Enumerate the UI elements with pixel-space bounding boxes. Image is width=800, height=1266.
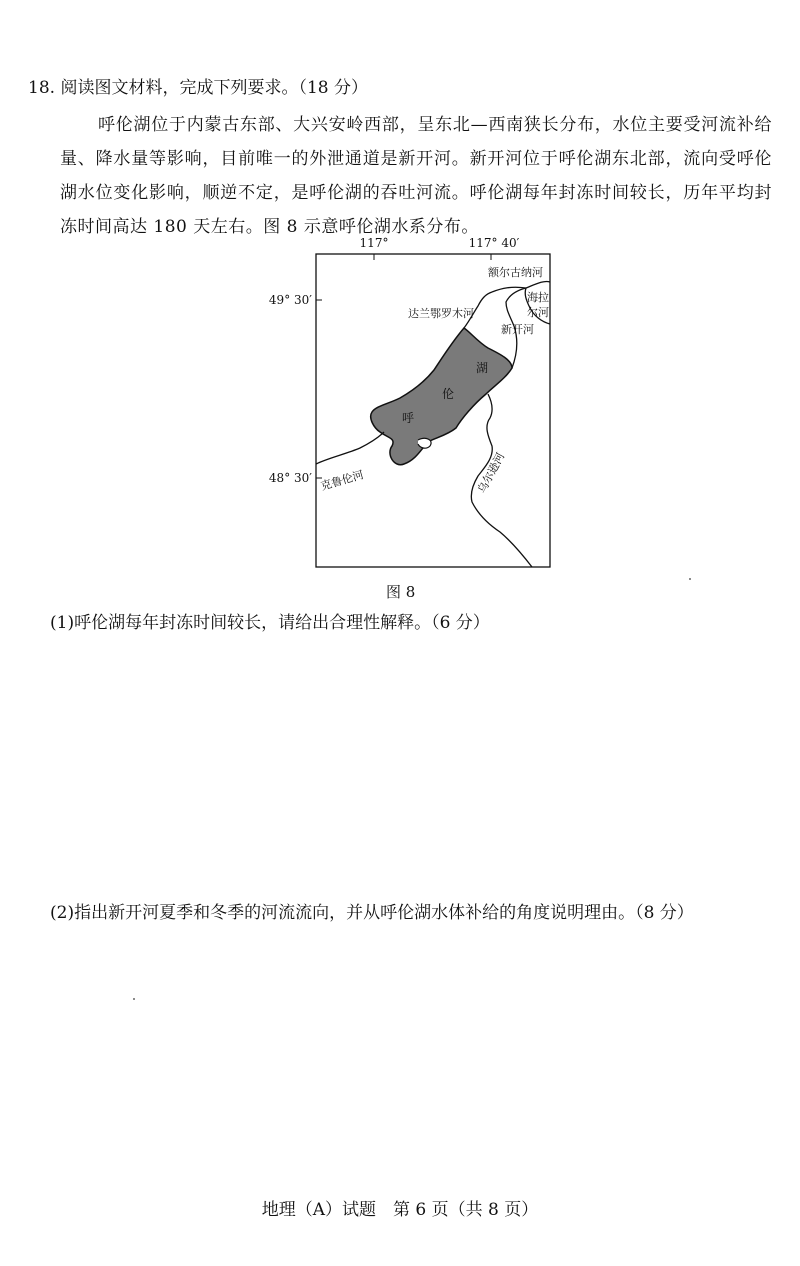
figure-8-map [256, 232, 566, 576]
kelulun-river [316, 432, 384, 464]
lon-label-117-40: 117° 40′ [468, 236, 520, 250]
lat-label-48-30: 48° 30′ [268, 471, 312, 485]
lake-char-hu: 呼 [402, 411, 415, 425]
figure-caption: 图 8 [386, 583, 416, 601]
sub-question-1: (1)呼伦湖每年封冻时间较长，请给出合理性解释。（6 分） [50, 613, 490, 633]
label-kelulun: 克鲁伦河 [319, 468, 366, 493]
scan-speck [689, 578, 691, 580]
label-eerguna: 额尔古纳河 [488, 266, 543, 279]
lake-char-lun: 伦 [442, 387, 455, 401]
label-xinkai: 新开河 [501, 323, 534, 336]
sub-question-2: (2)指出新开河夏季和冬季的河流流向，并从呼伦湖水体补给的角度说明理由。（8 分） [50, 903, 694, 923]
label-hailar-1: 海拉 [527, 291, 549, 304]
scan-speck [133, 998, 135, 1000]
label-wuerxun: 乌尔逊河 [475, 450, 508, 496]
label-hailar-2: 尔河 [527, 306, 549, 319]
label-dalan-eluomu: 达兰鄂罗木河 [408, 307, 474, 320]
question-title: 18. 阅读图文材料，完成下列要求。（18 分） [28, 78, 368, 98]
lon-label-117: 117° [359, 236, 389, 250]
lake-inlet [418, 438, 431, 448]
lake-char-hu-lake: 湖 [476, 361, 489, 375]
map-svg [256, 232, 566, 576]
lat-label-49-30: 49° 30′ [268, 293, 312, 307]
material-paragraph: 呼伦湖位于内蒙古东部、大兴安岭西部，呈东北—西南狭长分布，水位主要受河流补给量、降水量等影响，目前唯一的外泄通道是新开河。新开河位于呼伦湖东北部，流向受呼伦湖水位变化影响，顺逆不定，是呼伦湖的吞吐河流。呼伦湖每年封冻时间较长，历年平均封冻时间高达 180 天左右。图 8 示意呼伦湖水系分布。 [60, 115, 772, 237]
page-footer: 地理（A）试题 第 6 页（共 8 页） [261, 1200, 539, 1220]
